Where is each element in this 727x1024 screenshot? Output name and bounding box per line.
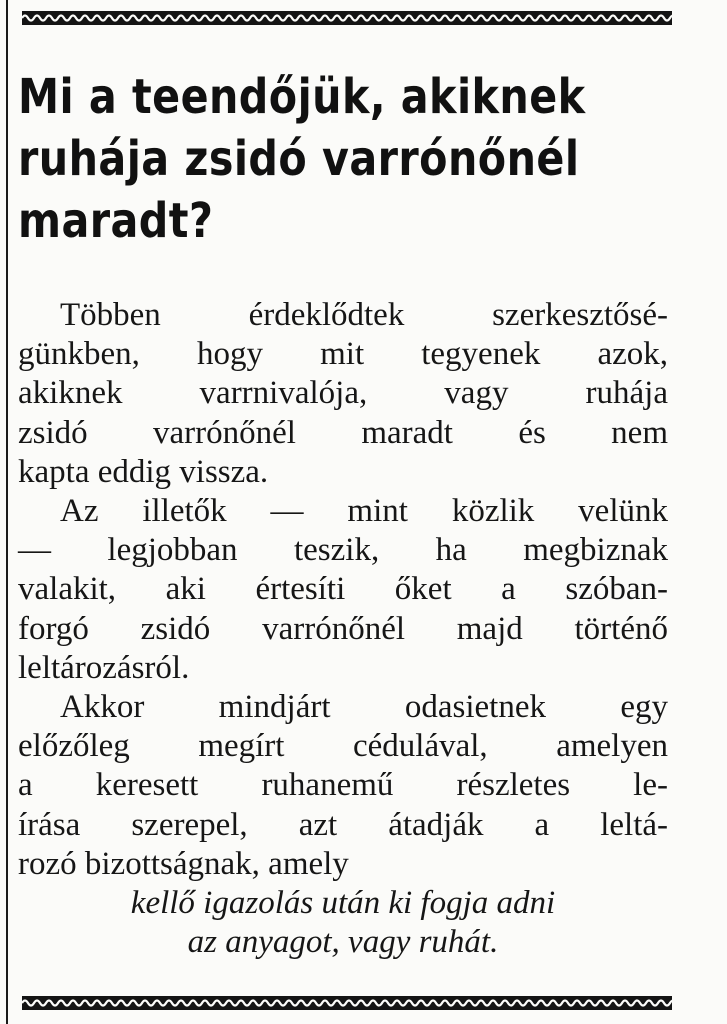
text-line: előzőleg megírt cédulával, amelyen [18,728,668,765]
bottom-ornamental-border [22,993,672,1013]
text-line: zsidó varrónőnél maradt és nem [18,414,668,451]
paragraph [18,492,668,688]
headline-line: Mi a teendőjük, akiknek [18,69,586,125]
text-line: Az illetők — mint közlik velünk [60,493,668,530]
closing-note [18,884,668,962]
text-line: valakit, aki értesíti őket a szóban- [18,571,668,608]
text-line: kapta eddig vissza. [18,453,269,490]
headline [18,66,668,252]
paragraph [18,296,668,492]
headline-line: ruhája zsidó varrónőnél [18,131,580,187]
text-line: — legjobban teszik, ha megbiznak [18,532,668,569]
italic-line: kellő igazolás után ki fogja adni [130,885,556,922]
text-line: leltározásról. [18,649,190,686]
text-line: a keresett ruhanemű részletes le- [18,767,668,804]
text-line: írása szerepel, azt átadják a leltá- [18,806,668,843]
text-line: forgó zsidó varrónőnél majd történő [18,610,668,647]
text-line: günkben, hogy mit tegyenek azok, [18,336,668,373]
headline-line: maradt? [18,193,214,249]
column-rule [6,0,8,1024]
article-body [18,296,668,962]
text-line: akiknek varrnivalója, vagy ruhája [18,375,668,412]
text-line: Akkor mindjárt odasietnek egy [60,689,668,726]
paragraph [18,688,668,884]
italic-line: az anyagot, vagy ruhát. [187,924,499,961]
top-ornamental-border [22,8,672,28]
text-line: rozó bizottságnak, amely [18,845,349,882]
text-line: Többen érdeklődtek szerkesztősé- [60,297,668,333]
